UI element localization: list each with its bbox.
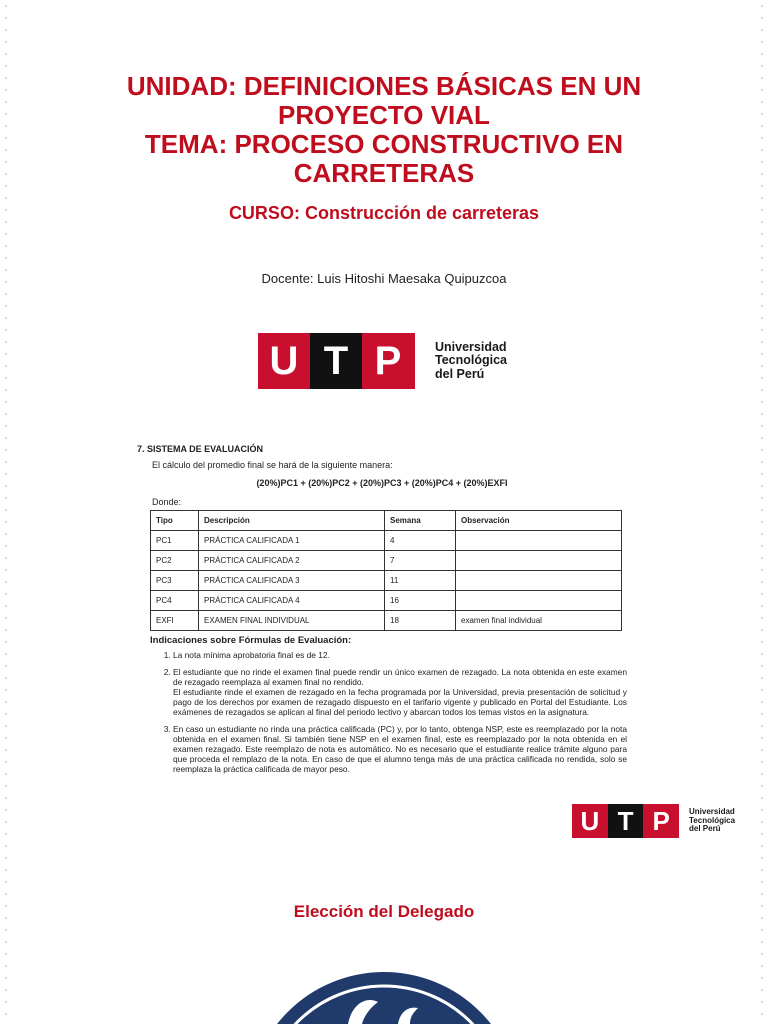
list-item [173,667,627,717]
table-row [151,531,622,551]
cell-tipo: EXFI [151,611,199,631]
cell-observacion [456,531,622,551]
course-title [60,203,708,224]
course-label: CURSO: [228,203,300,223]
cell-semana: 11 [385,571,456,591]
cell-descripcion: EXAMEN FINAL INDIVIDUAL [199,611,385,631]
logo-letter-u: U [269,338,299,383]
table-header-row [151,511,622,531]
university-name-line-3: del Perú [435,366,485,381]
utp-logo-small [572,804,735,838]
cell-semana: 16 [385,591,456,611]
page-title [60,72,708,188]
tema-line-1: TEMA: PROCESO CONSTRUCTIVO EN [144,129,624,159]
utp-logo-mark [258,333,415,389]
logo-letter-u: U [580,805,600,836]
list-item [173,724,627,774]
header-semana: Semana [385,511,456,531]
header-observacion: Observación [456,511,622,531]
evaluation-intro: El cálculo del promedio final se hará de la siguiente manera: [152,460,393,470]
cell-tipo: PC3 [151,571,199,591]
university-name [435,341,507,382]
header-descripcion: Descripción [199,511,385,531]
unidad-line-1: UNIDAD: DEFINICIONES BÁSICAS EN UN [126,71,642,101]
logo-letter-p: P [374,338,402,383]
table-row [151,571,622,591]
university-name-line-2: Tecnológica [435,353,508,368]
evaluation-section [137,444,627,781]
dot-pattern-left [0,0,12,1024]
cell-tipo: PC1 [151,531,199,551]
utp-logo-large [258,333,507,389]
item-text: El estudiante rinde el examen de rezagado en la fecha programada por la Universidad, previa presentación de solicitud y pago de los derechos por examen de rezagado dispuesto en el tarifario vigente y publicado en Portal del Estudiante. Los exámenes de rezagados se aplican al final del periodo lectivo y abarcan todos los temas vistos en la asignatura. [173,687,627,717]
emblem-image [248,968,520,1024]
item-text: 2. El estudiante que no rinde el examen final puede rendir un único examen de rezagado. La nota obtenida en este examen de rezagado reemplaza al examen final no rendido. [173,667,627,687]
item-text: 3. En caso un estudiante no rinda una práctica calificada (PC) y, por lo tanto, obtenga NSP, este es reemplazado por la nota obtenida en el examen final. Si también tiene NSP en el examen final, este es reemplazado por la nota obtenida en el examen rezagado. Este reemplazo de nota es automático. No es necesario que el estudiante realice trámite alguno para que proceda el remplazo de la nota. En caso de que el alumno tenga más de una práctica calificada no rendida, solo se reemplaza la práctica calificada de mayor peso. [173,724,627,774]
cell-semana: 4 [385,531,456,551]
header-tipo: Tipo [151,511,199,531]
cell-tipo: PC4 [151,591,199,611]
cell-semana: 7 [385,551,456,571]
cell-descripcion: PRÁCTICA CALIFICADA 1 [199,531,385,551]
university-name-line-1: Universidad [435,339,507,354]
cell-descripcion: PRÁCTICA CALIFICADA 4 [199,591,385,611]
item-text: 1. La nota mínima aprobatoria final es de 12. [173,650,330,660]
delegate-election-title: Elección del Delegado [293,902,475,921]
evaluation-formula: (20%)PC1 + (20%)PC2 + (20%)PC3 + (20%)PC4 + (20%)EXFI [256,478,508,488]
cell-observacion [456,551,622,571]
cell-observacion: examen final individual [456,611,622,631]
cell-observacion [456,571,622,591]
table-row [151,551,622,571]
list-item [173,650,627,660]
utp-logo-mark [572,804,679,838]
table-row [151,591,622,611]
tema-line-2: CARRETERAS [293,158,475,188]
logo-letter-p: P [652,805,670,836]
university-name-line-1: Universidad [689,807,735,817]
cell-descripcion: PRÁCTICA CALIFICADA 3 [199,571,385,591]
indications-list [137,650,627,774]
cell-observacion [456,591,622,611]
emblem-icon [248,968,520,1024]
university-name [689,808,735,834]
cell-descripcion: PRÁCTICA CALIFICADA 2 [199,551,385,571]
evaluation-table [150,510,622,631]
teacher-name: Docente: Luis Hitoshi Maesaka Quipuzcoa [261,271,507,286]
table-row [151,611,622,631]
cell-tipo: PC2 [151,551,199,571]
course-name: Construcción de carreteras [304,203,540,223]
logo-letter-t: T [310,333,362,389]
unidad-line-2: PROYECTO VIAL [278,100,490,130]
evaluation-heading: 7. SISTEMA DE EVALUACIÓN [137,444,264,454]
university-name-line-2: Tecnológica [689,815,736,825]
donde-label: Donde: [152,497,182,507]
cell-semana: 18 [385,611,456,631]
logo-letter-t: T [608,804,644,838]
indications-title: Indicaciones sobre Fórmulas de Evaluación: [150,635,352,646]
dot-pattern-right [756,0,768,1024]
university-name-line-3: del Perú [689,824,721,834]
